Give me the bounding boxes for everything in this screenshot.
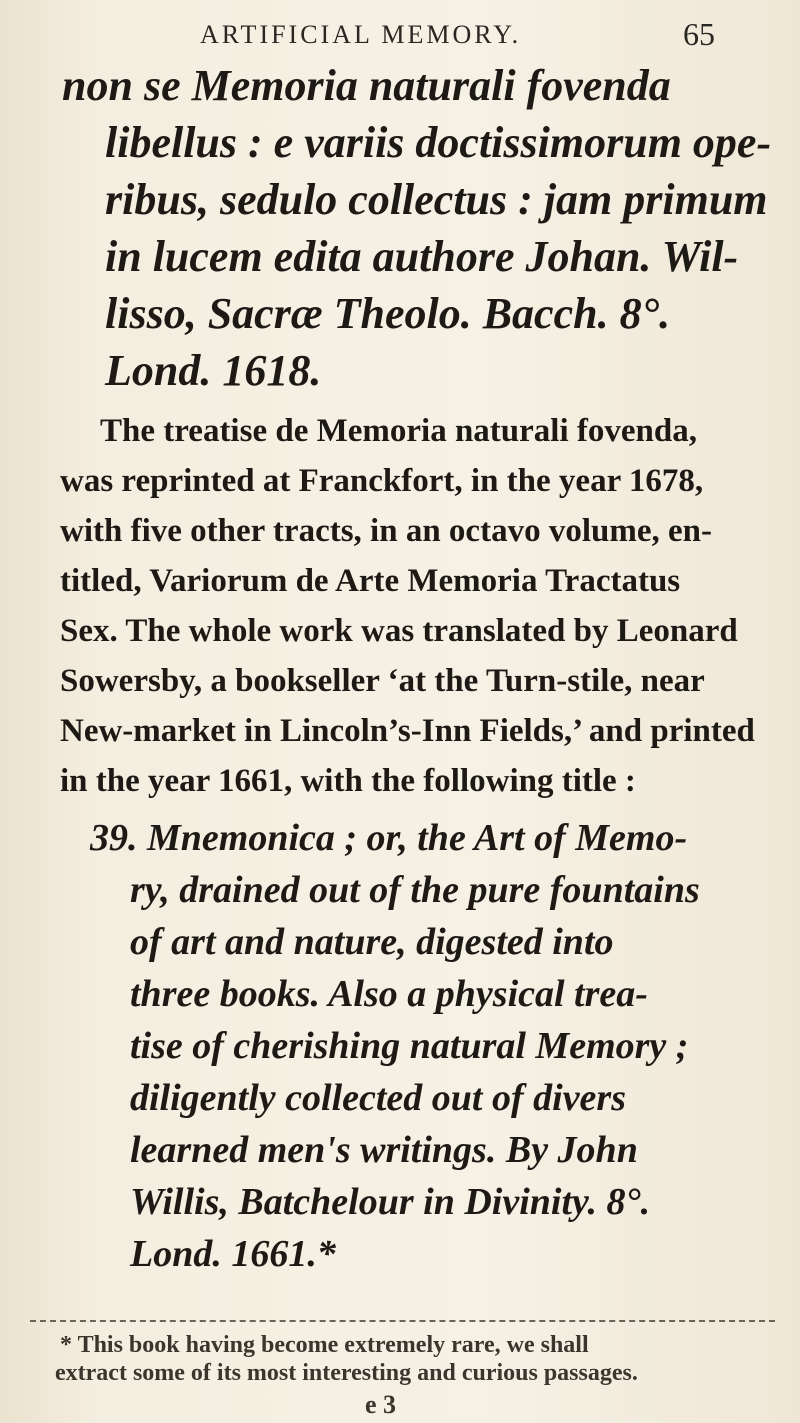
entry-line: 39. Mnemonica ; or, the Art of Memo- (90, 817, 688, 859)
citation-line: Lond. 1618. (105, 346, 322, 395)
entry-line: Lond. 1661.* (130, 1233, 336, 1275)
footnote-rule (30, 1320, 775, 1322)
entry-line: learned men's writings. By John (130, 1129, 638, 1171)
paragraph-line: titled, Variorum de Arte Memoria Tractatus (60, 563, 681, 599)
entry-line: three books. Also a physical trea- (130, 973, 648, 1015)
citation-line: lisso, Sacræ Theolo. Bacch. 8°. (105, 289, 671, 338)
paragraph-line: The treatise de Memoria naturali fovenda, (100, 413, 697, 449)
entry-line: ry, drained out of the pure fountains (130, 869, 700, 911)
citation-line: in lucem edita authore Johan. Wil- (105, 232, 739, 281)
paragraph-line: New-market in Lincoln’s-Inn Fields,’ and printed (60, 713, 755, 749)
running-title: ARTIFICIAL MEMORY. (200, 20, 522, 49)
citation-line: libellus : e variis doctissimorum ope- (105, 118, 772, 167)
paragraph-line: Sex. The whole work was translated by Leonard (60, 613, 738, 649)
entry-line: Willis, Batchelour in Divinity. 8°. (130, 1181, 651, 1223)
entry-line: tise of cherishing natural Memory ; (130, 1025, 689, 1067)
citation-line: ribus, sedulo collectus : jam primum (105, 175, 768, 224)
running-head (150, 14, 750, 54)
paragraph-line: in the year 1661, with the following title : (60, 763, 636, 799)
paragraph-line: was reprinted at Franckfort, in the year 1678, (60, 463, 704, 499)
signature-mark: e 3 (365, 1390, 397, 1419)
entry-line: diligently collected out of divers (130, 1077, 627, 1119)
paragraph-line: with five other tracts, in an octavo volume, en- (60, 513, 712, 549)
citation-line: non se Memoria naturali fovenda (62, 61, 671, 110)
paragraph-line: Sowersby, a bookseller ‘at the Turn-stile, near (60, 663, 705, 699)
footnote-line: extract some of its most interesting and curious passages. (55, 1360, 638, 1386)
entry-line: of art and nature, digested into (130, 921, 614, 963)
footnote-line: * This book having become extremely rare, we shall (60, 1332, 589, 1358)
page-number: 65 (683, 16, 715, 52)
